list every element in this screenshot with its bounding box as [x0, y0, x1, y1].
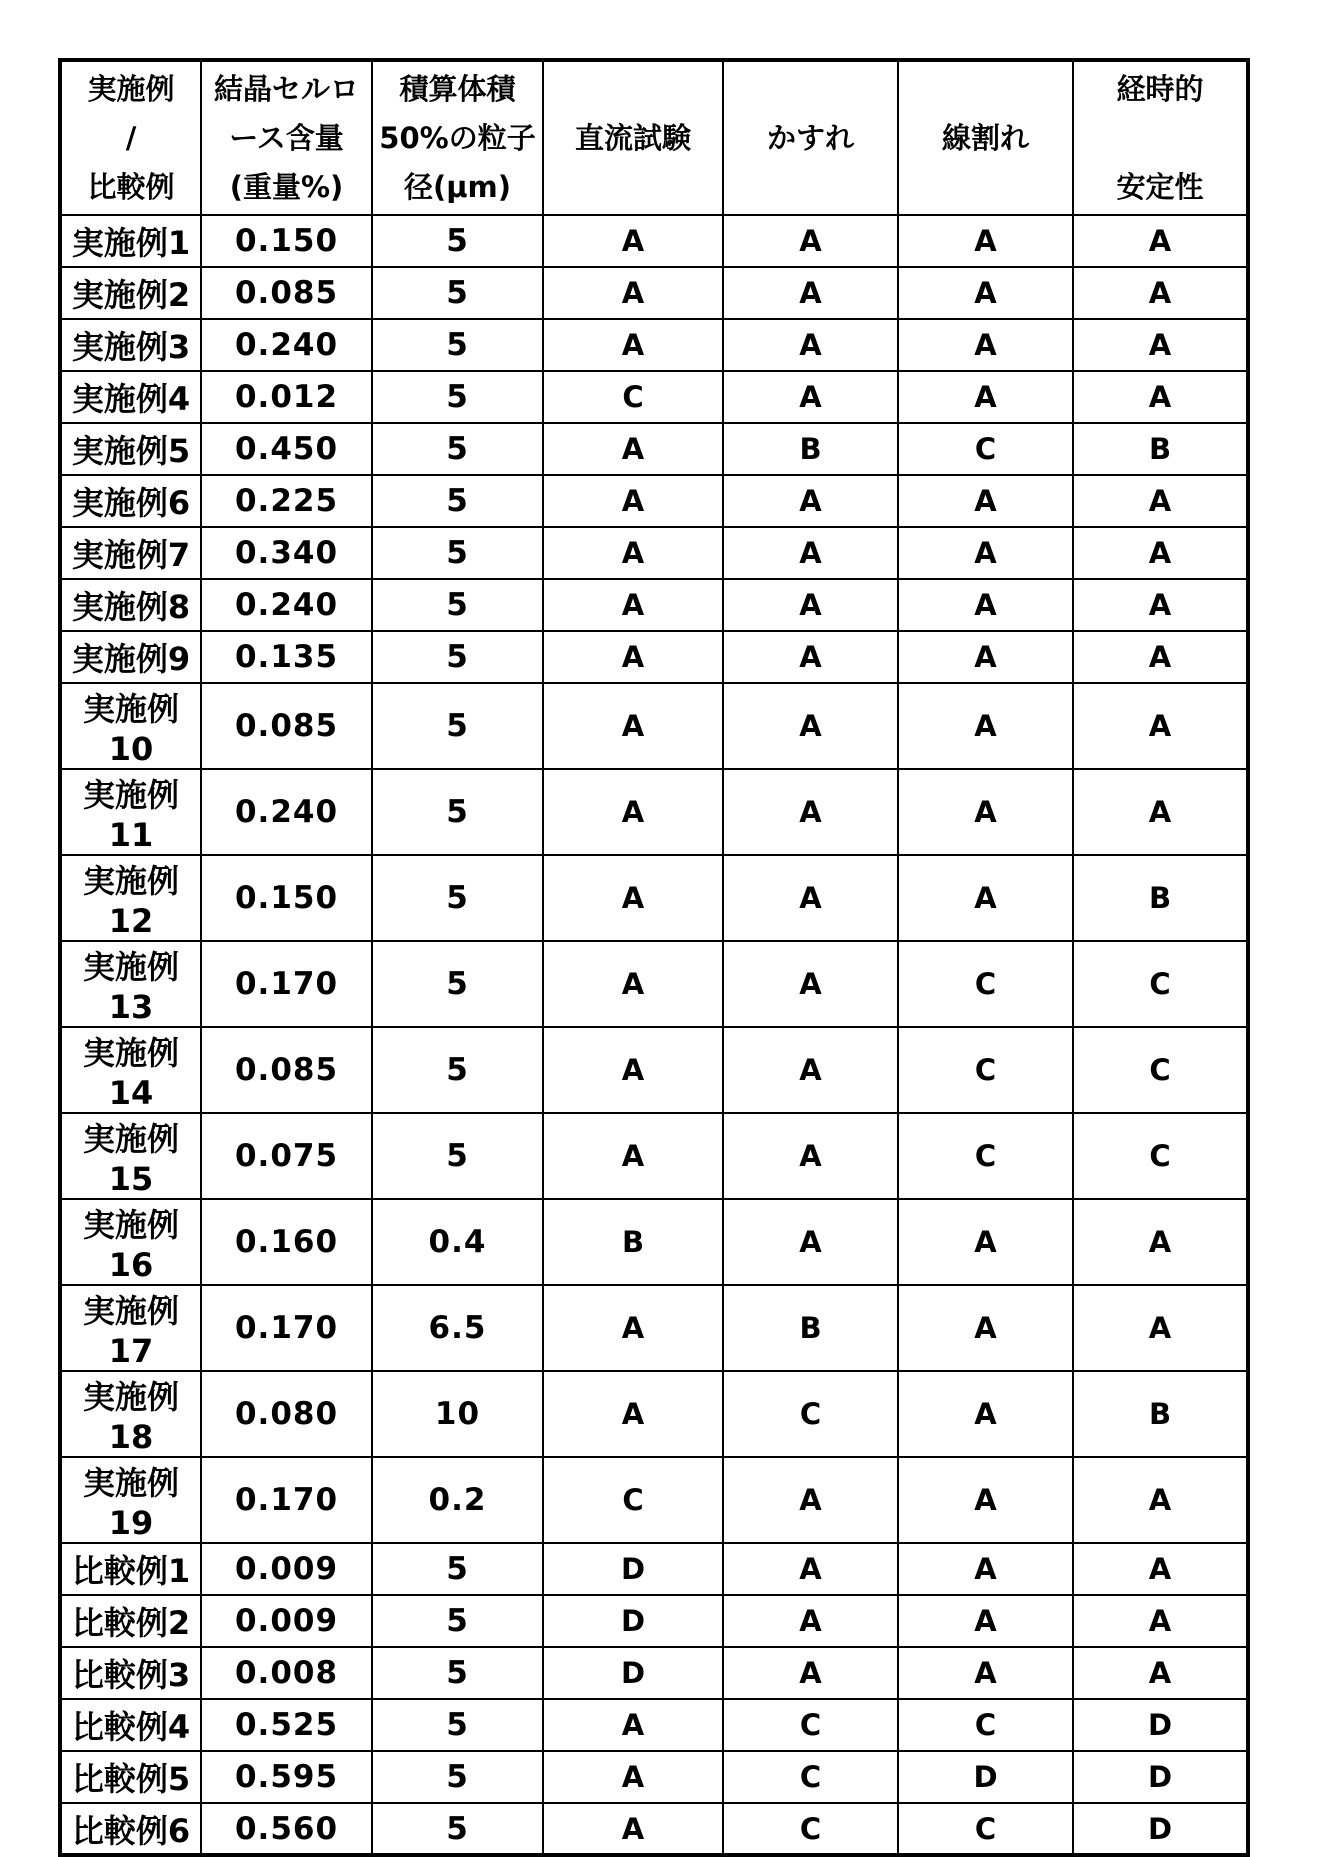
table-row — [60, 1457, 1248, 1543]
particle-size-cell: 10 — [372, 1371, 543, 1457]
row-label-cell: 実施例14 — [60, 1027, 201, 1113]
cellulose-content-cell: 0.595 — [201, 1751, 372, 1803]
table-row — [60, 631, 1248, 683]
kasure-grade-cell: A — [723, 475, 898, 527]
dc-test-grade-cell: A — [543, 1027, 723, 1113]
cellulose-content-cell: 0.170 — [201, 1285, 372, 1371]
table-row — [60, 579, 1248, 631]
stability-grade-cell: A — [1073, 1543, 1248, 1595]
stability-grade-cell: A — [1073, 769, 1248, 855]
line-crack-grade-cell: D — [898, 1751, 1073, 1803]
table-row — [60, 1647, 1248, 1699]
line-crack-grade-cell: C — [898, 1113, 1073, 1199]
line-crack-grade-cell: A — [898, 475, 1073, 527]
stability-grade-cell: C — [1073, 1113, 1248, 1199]
header-example-label: 実施例 / 比較例 — [60, 60, 201, 215]
particle-size-cell: 5 — [372, 1647, 543, 1699]
cellulose-content-cell: 0.150 — [201, 855, 372, 941]
header-line-crack: 線割れ — [898, 60, 1073, 215]
particle-size-cell: 5 — [372, 527, 543, 579]
stability-grade-cell: D — [1073, 1699, 1248, 1751]
table-row — [60, 475, 1248, 527]
particle-size-cell: 5 — [372, 1027, 543, 1113]
table-row — [60, 941, 1248, 1027]
kasure-grade-cell: A — [723, 1113, 898, 1199]
dc-test-grade-cell: A — [543, 475, 723, 527]
dc-test-grade-cell: A — [543, 941, 723, 1027]
table-row — [60, 527, 1248, 579]
header-kasure: かすれ — [723, 60, 898, 215]
cellulose-content-cell: 0.170 — [201, 1457, 372, 1543]
particle-size-cell: 5 — [372, 475, 543, 527]
line-crack-grade-cell: A — [898, 769, 1073, 855]
line-crack-grade-cell: A — [898, 371, 1073, 423]
table-row — [60, 1113, 1248, 1199]
stability-grade-cell: A — [1073, 1199, 1248, 1285]
stability-grade-cell: A — [1073, 371, 1248, 423]
row-label-cell: 比較例4 — [60, 1699, 201, 1751]
row-label-cell: 実施例10 — [60, 683, 201, 769]
line-crack-grade-cell: C — [898, 1027, 1073, 1113]
line-crack-grade-cell: C — [898, 423, 1073, 475]
kasure-grade-cell: A — [723, 579, 898, 631]
cellulose-content-cell: 0.009 — [201, 1595, 372, 1647]
cellulose-content-cell: 0.525 — [201, 1699, 372, 1751]
row-label-cell: 実施例11 — [60, 769, 201, 855]
dc-test-grade-cell: A — [543, 319, 723, 371]
row-label-cell: 実施例9 — [60, 631, 201, 683]
header-row — [60, 60, 1248, 215]
cellulose-content-cell: 0.240 — [201, 319, 372, 371]
kasure-grade-cell: C — [723, 1371, 898, 1457]
dc-test-grade-cell: A — [543, 1113, 723, 1199]
line-crack-grade-cell: A — [898, 1285, 1073, 1371]
header-particle-size: 積算体積 50%の粒子 径(μm) — [372, 60, 543, 215]
kasure-grade-cell: C — [723, 1803, 898, 1855]
particle-size-cell: 5 — [372, 371, 543, 423]
dc-test-grade-cell: B — [543, 1199, 723, 1285]
stability-grade-cell: A — [1073, 683, 1248, 769]
kasure-grade-cell: B — [723, 423, 898, 475]
table-row — [60, 1371, 1248, 1457]
dc-test-grade-cell: A — [543, 769, 723, 855]
cellulose-content-cell: 0.075 — [201, 1113, 372, 1199]
kasure-grade-cell: A — [723, 855, 898, 941]
table-row — [60, 1803, 1248, 1855]
dc-test-grade-cell: A — [543, 579, 723, 631]
cellulose-content-cell: 0.240 — [201, 579, 372, 631]
cellulose-content-cell: 0.160 — [201, 1199, 372, 1285]
row-label-cell: 比較例2 — [60, 1595, 201, 1647]
particle-size-cell: 5 — [372, 1543, 543, 1595]
dc-test-grade-cell: A — [543, 267, 723, 319]
dc-test-grade-cell: D — [543, 1595, 723, 1647]
cellulose-content-cell: 0.008 — [201, 1647, 372, 1699]
dc-test-grade-cell: D — [543, 1647, 723, 1699]
line-crack-grade-cell: C — [898, 1803, 1073, 1855]
stability-grade-cell: A — [1073, 631, 1248, 683]
stability-grade-cell: A — [1073, 1595, 1248, 1647]
table-row — [60, 1751, 1248, 1803]
row-label-cell: 実施例19 — [60, 1457, 201, 1543]
stability-grade-cell: A — [1073, 267, 1248, 319]
kasure-grade-cell: A — [723, 631, 898, 683]
row-label-cell: 比較例3 — [60, 1647, 201, 1699]
table-row — [60, 769, 1248, 855]
line-crack-grade-cell: A — [898, 1543, 1073, 1595]
particle-size-cell: 6.5 — [372, 1285, 543, 1371]
kasure-grade-cell: A — [723, 1543, 898, 1595]
row-label-cell: 実施例8 — [60, 579, 201, 631]
kasure-grade-cell: A — [723, 1199, 898, 1285]
table-body — [60, 215, 1248, 1855]
particle-size-cell: 5 — [372, 1595, 543, 1647]
table-row — [60, 319, 1248, 371]
stability-grade-cell: A — [1073, 319, 1248, 371]
dc-test-grade-cell: A — [543, 215, 723, 267]
row-label-cell: 比較例5 — [60, 1751, 201, 1803]
particle-size-cell: 5 — [372, 631, 543, 683]
particle-size-cell: 5 — [372, 683, 543, 769]
dc-test-grade-cell: A — [543, 683, 723, 769]
particle-size-cell: 0.4 — [372, 1199, 543, 1285]
row-label-cell: 実施例18 — [60, 1371, 201, 1457]
row-label-cell: 実施例2 — [60, 267, 201, 319]
header-dc-test: 直流試験 — [543, 60, 723, 215]
dc-test-grade-cell: A — [543, 631, 723, 683]
row-label-cell: 実施例6 — [60, 475, 201, 527]
dc-test-grade-cell: A — [543, 423, 723, 475]
table-row — [60, 1543, 1248, 1595]
dc-test-grade-cell: A — [543, 1699, 723, 1751]
dc-test-grade-cell: A — [543, 855, 723, 941]
kasure-grade-cell: A — [723, 941, 898, 1027]
row-label-cell: 実施例17 — [60, 1285, 201, 1371]
results-table-container — [58, 58, 1250, 1857]
table-row — [60, 1595, 1248, 1647]
kasure-grade-cell: A — [723, 527, 898, 579]
kasure-grade-cell: A — [723, 1647, 898, 1699]
line-crack-grade-cell: A — [898, 1199, 1073, 1285]
stability-grade-cell: A — [1073, 1647, 1248, 1699]
header-stability: 経時的 安定性 — [1073, 60, 1248, 215]
line-crack-grade-cell: A — [898, 1457, 1073, 1543]
particle-size-cell: 5 — [372, 1803, 543, 1855]
particle-size-cell: 5 — [372, 1113, 543, 1199]
cellulose-content-cell: 0.340 — [201, 527, 372, 579]
table-row — [60, 215, 1248, 267]
cellulose-content-cell: 0.225 — [201, 475, 372, 527]
kasure-grade-cell: A — [723, 267, 898, 319]
cellulose-content-cell: 0.085 — [201, 267, 372, 319]
kasure-grade-cell: A — [723, 1595, 898, 1647]
line-crack-grade-cell: C — [898, 941, 1073, 1027]
dc-test-grade-cell: C — [543, 371, 723, 423]
particle-size-cell: 5 — [372, 1751, 543, 1803]
line-crack-grade-cell: A — [898, 1647, 1073, 1699]
kasure-grade-cell: A — [723, 1027, 898, 1113]
row-label-cell: 実施例1 — [60, 215, 201, 267]
particle-size-cell: 5 — [372, 579, 543, 631]
row-label-cell: 実施例15 — [60, 1113, 201, 1199]
cellulose-content-cell: 0.170 — [201, 941, 372, 1027]
cellulose-content-cell: 0.080 — [201, 1371, 372, 1457]
row-label-cell: 実施例12 — [60, 855, 201, 941]
line-crack-grade-cell: A — [898, 1371, 1073, 1457]
stability-grade-cell: B — [1073, 855, 1248, 941]
table-row — [60, 1027, 1248, 1113]
stability-grade-cell: A — [1073, 475, 1248, 527]
line-crack-grade-cell: A — [898, 855, 1073, 941]
line-crack-grade-cell: A — [898, 683, 1073, 769]
line-crack-grade-cell: A — [898, 215, 1073, 267]
line-crack-grade-cell: A — [898, 527, 1073, 579]
stability-grade-cell: C — [1073, 1027, 1248, 1113]
table-row — [60, 1699, 1248, 1751]
stability-grade-cell: A — [1073, 215, 1248, 267]
particle-size-cell: 5 — [372, 319, 543, 371]
stability-grade-cell: A — [1073, 579, 1248, 631]
kasure-grade-cell: A — [723, 1457, 898, 1543]
cellulose-content-cell: 0.560 — [201, 1803, 372, 1855]
particle-size-cell: 5 — [372, 769, 543, 855]
kasure-grade-cell: A — [723, 683, 898, 769]
table-row — [60, 267, 1248, 319]
kasure-grade-cell: A — [723, 215, 898, 267]
particle-size-cell: 5 — [372, 215, 543, 267]
table-row — [60, 1199, 1248, 1285]
stability-grade-cell: A — [1073, 1457, 1248, 1543]
row-label-cell: 実施例16 — [60, 1199, 201, 1285]
stability-grade-cell: C — [1073, 941, 1248, 1027]
cellulose-content-cell: 0.240 — [201, 769, 372, 855]
cellulose-content-cell: 0.135 — [201, 631, 372, 683]
dc-test-grade-cell: A — [543, 1285, 723, 1371]
row-label-cell: 比較例6 — [60, 1803, 201, 1855]
line-crack-grade-cell: A — [898, 579, 1073, 631]
table-row — [60, 683, 1248, 769]
dc-test-grade-cell: A — [543, 1371, 723, 1457]
line-crack-grade-cell: C — [898, 1699, 1073, 1751]
stability-grade-cell: B — [1073, 423, 1248, 475]
dc-test-grade-cell: D — [543, 1543, 723, 1595]
stability-grade-cell: A — [1073, 1285, 1248, 1371]
dc-test-grade-cell: A — [543, 1751, 723, 1803]
dc-test-grade-cell: A — [543, 1803, 723, 1855]
cellulose-content-cell: 0.150 — [201, 215, 372, 267]
results-table — [58, 58, 1250, 1857]
line-crack-grade-cell: A — [898, 319, 1073, 371]
cellulose-content-cell: 0.012 — [201, 371, 372, 423]
kasure-grade-cell: B — [723, 1285, 898, 1371]
table-row — [60, 423, 1248, 475]
row-label-cell: 比較例1 — [60, 1543, 201, 1595]
line-crack-grade-cell: A — [898, 631, 1073, 683]
dc-test-grade-cell: C — [543, 1457, 723, 1543]
particle-size-cell: 5 — [372, 423, 543, 475]
table-row — [60, 855, 1248, 941]
header-cellulose-content: 結晶セルロ ース含量 (重量%) — [201, 60, 372, 215]
stability-grade-cell: D — [1073, 1803, 1248, 1855]
dc-test-grade-cell: A — [543, 527, 723, 579]
particle-size-cell: 5 — [372, 855, 543, 941]
kasure-grade-cell: C — [723, 1699, 898, 1751]
cellulose-content-cell: 0.085 — [201, 683, 372, 769]
stability-grade-cell: A — [1073, 527, 1248, 579]
particle-size-cell: 5 — [372, 941, 543, 1027]
stability-grade-cell: B — [1073, 1371, 1248, 1457]
cellulose-content-cell: 0.009 — [201, 1543, 372, 1595]
table-row — [60, 371, 1248, 423]
row-label-cell: 実施例3 — [60, 319, 201, 371]
row-label-cell: 実施例7 — [60, 527, 201, 579]
row-label-cell: 実施例4 — [60, 371, 201, 423]
particle-size-cell: 5 — [372, 267, 543, 319]
row-label-cell: 実施例13 — [60, 941, 201, 1027]
particle-size-cell: 5 — [372, 1699, 543, 1751]
line-crack-grade-cell: A — [898, 1595, 1073, 1647]
row-label-cell: 実施例5 — [60, 423, 201, 475]
cellulose-content-cell: 0.450 — [201, 423, 372, 475]
table-row — [60, 1285, 1248, 1371]
kasure-grade-cell: C — [723, 1751, 898, 1803]
stability-grade-cell: D — [1073, 1751, 1248, 1803]
line-crack-grade-cell: A — [898, 267, 1073, 319]
kasure-grade-cell: A — [723, 319, 898, 371]
kasure-grade-cell: A — [723, 769, 898, 855]
kasure-grade-cell: A — [723, 371, 898, 423]
particle-size-cell: 0.2 — [372, 1457, 543, 1543]
cellulose-content-cell: 0.085 — [201, 1027, 372, 1113]
